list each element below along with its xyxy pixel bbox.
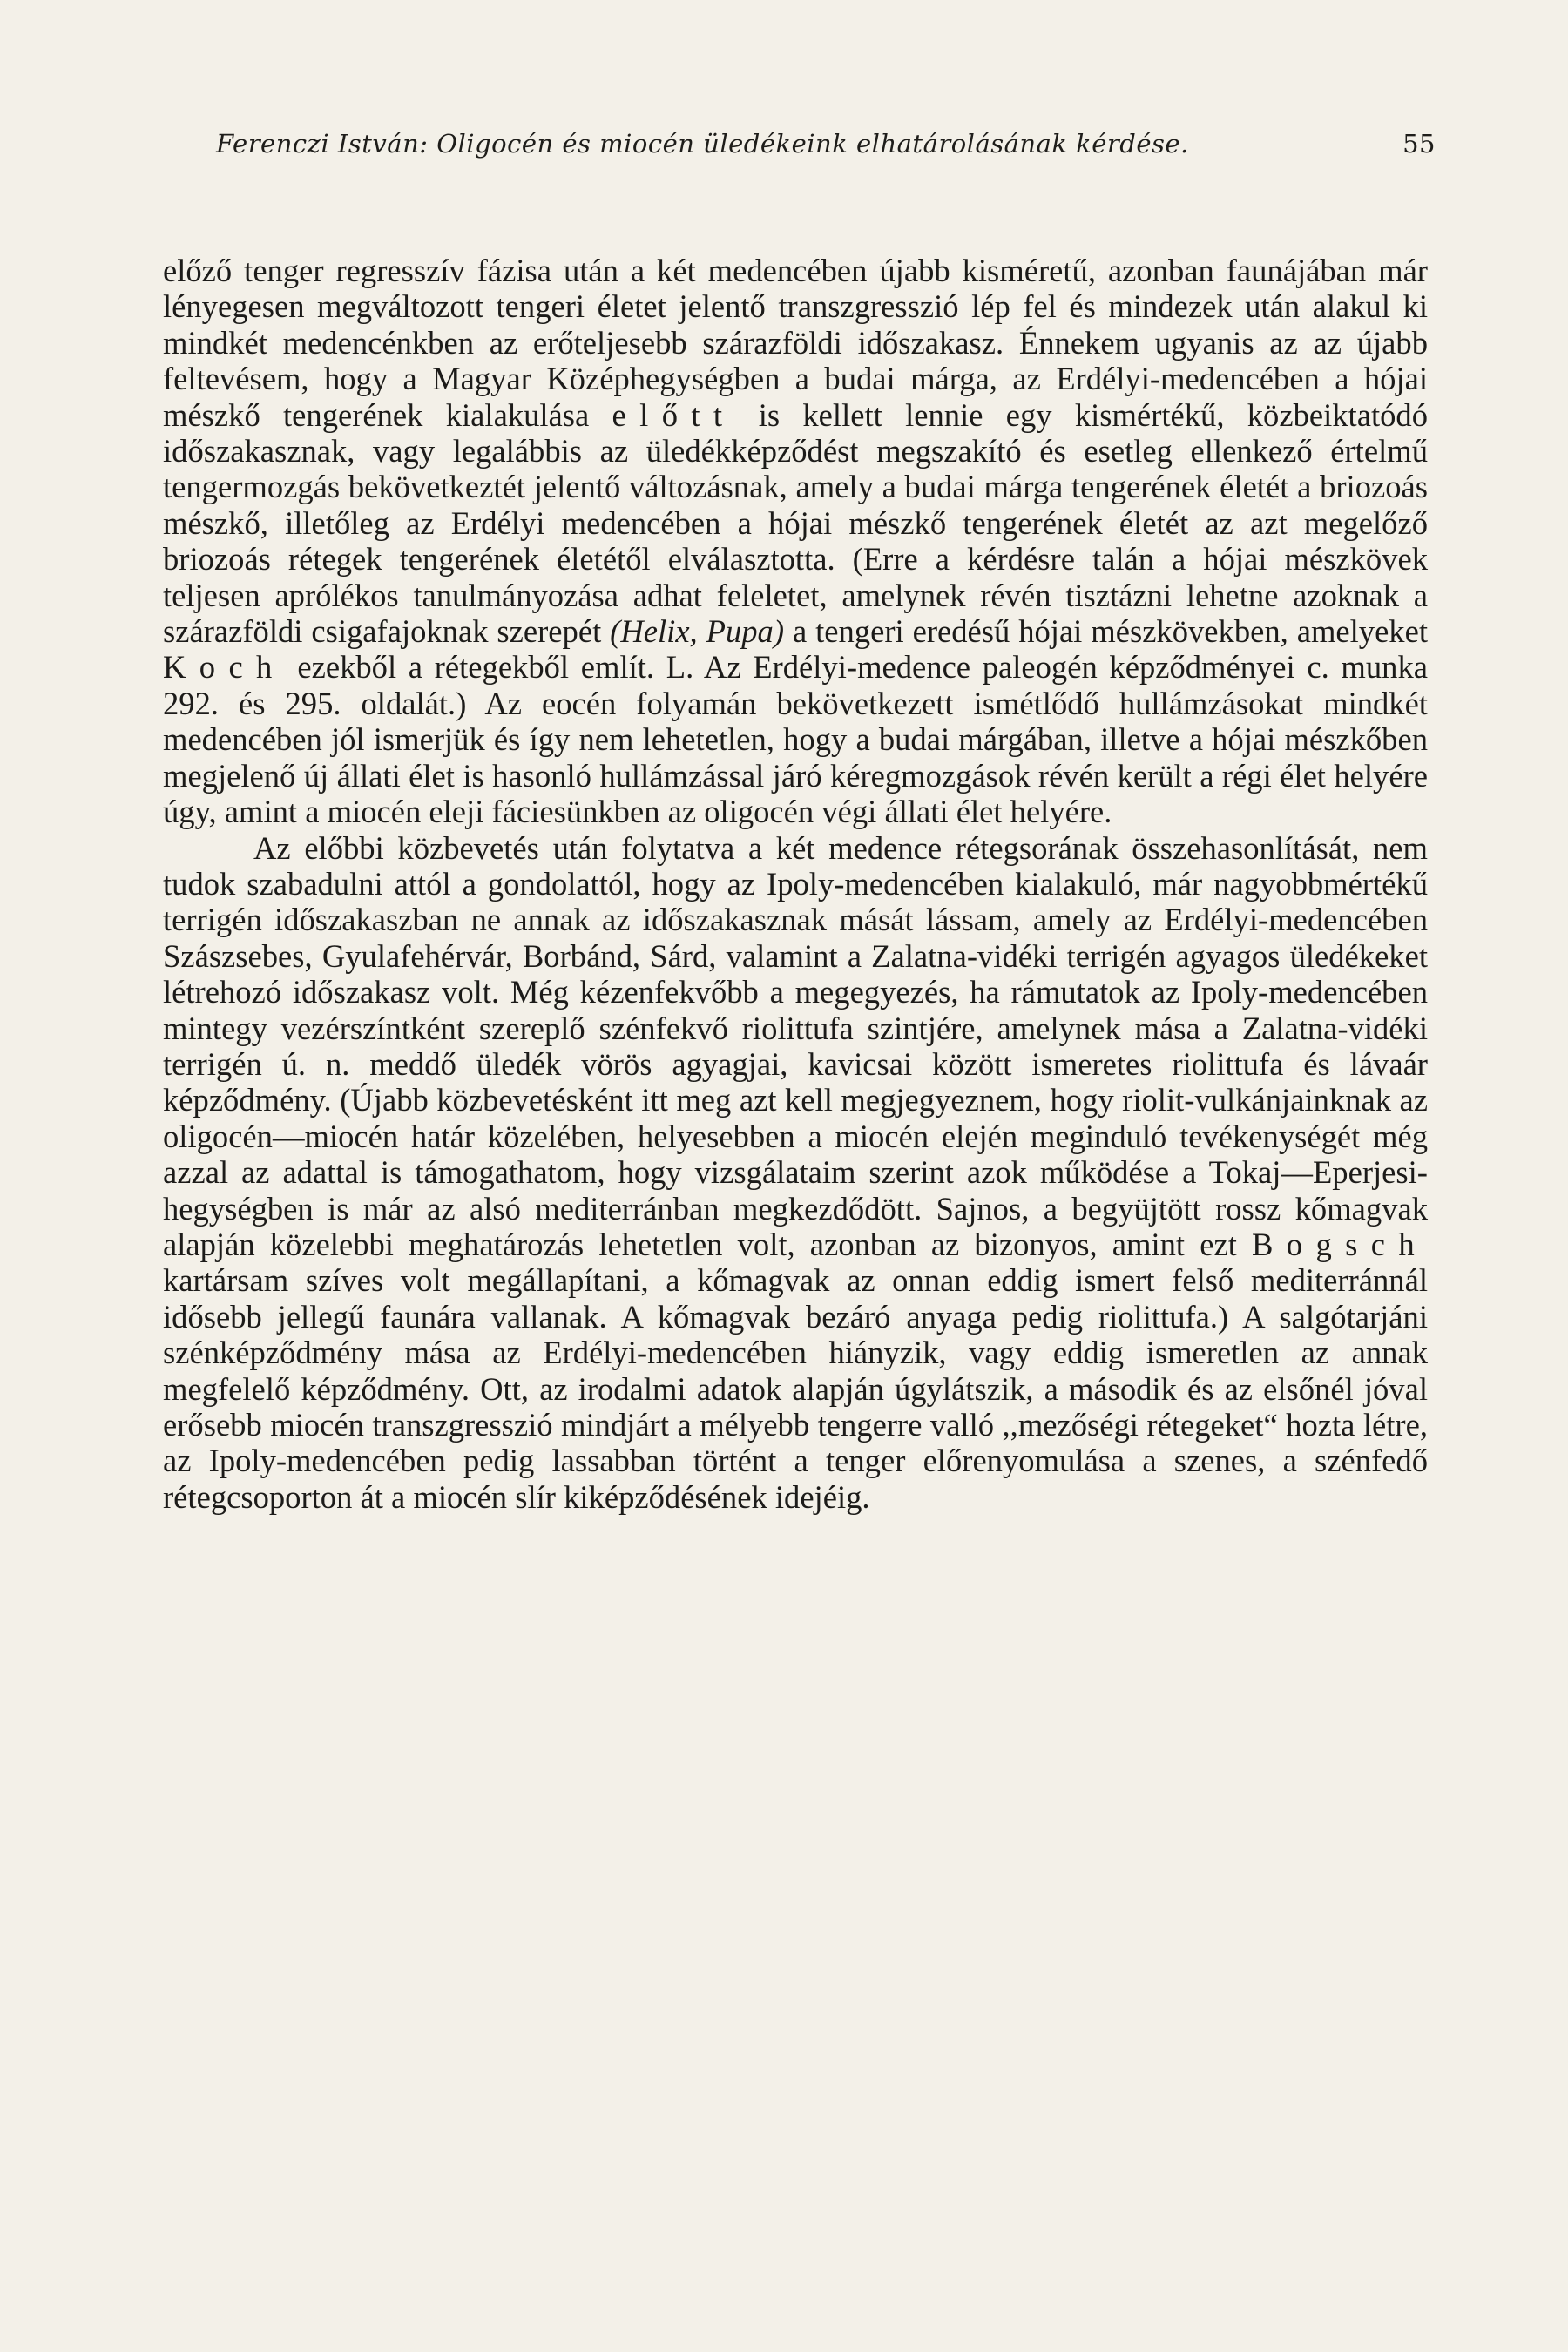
author-name-bogsch: Bogsch (1252, 1226, 1428, 1262)
paragraph-2 (163, 830, 1428, 1516)
paragraph-2-text-b: kartársam szíves volt megállapítani, a kőmagvak az onnan eddig ismert felső mediterránnál idősebb jellegű faunára vallanak. A kőmagvak bezáró anyaga pedig riolittufa.) A salgótarjáni szénképződmény mása az Erdélyi-medencében hiányzik, vagy eddig ismeretlen az annak megfelelő képződmény. Ott, az irodalmi adatok alapján úgylátszik, a második és az elsőnél jóval erősebb miocén transzgresszió mindjárt a mélyebb tengerre valló ,,mezőségi rétegeket“ hozta létre, az Ipoly-medencében pedig lassabban történt a tenger előrenyomulása a szenes, a szénfedő rétegcsoporton át a miocén slír kiképződésének idejéig. (163, 1262, 1428, 1515)
body-text (163, 253, 1428, 1515)
paragraph-1-text-c: a tengeri eredésű hójai mészkövekben, amelyeket (784, 613, 1428, 650)
species-names: (Helix, Pupa) (610, 613, 785, 650)
page-number: 55 (1402, 129, 1436, 159)
paragraph-2-text-a: Az előbbi közbevetés után folytatva a két medence rétegsorának összehasonlítását, nem tudok szabadulni attól a gondolattól, hogy az Ipoly-medencében kialakuló, már nagyobbmértékű terrigén időszakaszban ne annak az időszakasznak mását lássam, amely az Erdélyi-medencében Szászsebes, Gyulafehérvár, Borbánd, Sárd, valamint a Zalatna-vidéki terrigén agyagos üledékeket létrehozó időszakasz volt. Még kézenfekvőbb a megegyezés, ha rámutatok az Ipoly-medencében mintegy vezérszíntként szereplő szénfekvő riolittufa szintjére, amelynek mása a Zalatna-vidéki terrigén ú. n. meddő üledék vörös agyagjai, kavicsai között ismeretes riolittufa és lávaár képződmény. (Újabb közbevetésként itt meg azt kell megjegyeznem, hogy riolit-vulkánjainknak az oligocén—miocén határ közelében, helyesebben a miocén elején meginduló tevékenységét még azzal az adattal is támogathatom, hogy vizsgálataim szerint azok működése a Tokaj—Eperjesi-hegységben is már az alsó mediterránban megkezdődött. Sajnos, a begyüjtött rossz kőmagvak alapján közelebbi meghatározás lehetetlen volt, azonban az bizonyos, amint ezt (163, 829, 1428, 1262)
paragraph-1 (163, 253, 1428, 830)
running-header (216, 129, 1436, 169)
running-title: Ferenczi István: Oligocén és miocén üledékeink elhatárolásának kérdése. (216, 129, 1189, 159)
spaced-word-elott: előtt (612, 396, 736, 433)
paragraph-1-text-a: előző tenger regresszív fázisa után a két medencében újabb kisméretű, azonban faunájában már lényegesen megváltozott tengeri életet jelentő transzgresszió lép fel és mindezek után alakul ki mindkét medencénkben az erőteljesebb szárazföldi időszakasz. Énnekem ugyanis az az újabb feltevésem, hogy a Magyar Középhegységben a budai márga, az Erdélyi-medencében a hójai mészkő tengerének kialakulása (163, 253, 1428, 433)
paragraph-1-text-d: ezekből a rétegekből említ. L. Az Erdélyi-medence paleogén képződményei c. munka 292. és 295. oldalát.) Az eocén folyamán bekövetkezett ismétlődő hullámzásokat mindkét medencében jól ismerjük és így nem lehetetlen, hogy a budai márgában, illetve a hójai mészkőben megjelenő új állati élet is hasonló hullámzással járó kéregmozgások révén került a régi élet helyére úgy, amint a miocén eleji fáciesünkben az oligocén végi állati élet helyére. (163, 649, 1428, 830)
author-name-koch: Koch (163, 649, 286, 686)
paragraph-1-text-b: is kellett lennie egy kismértékű, közbeiktatódó időszakasznak, vagy legalábbis az üledékképződést megszakító és esetleg ellenkező értelmű tengermozgás bekövetkeztét jelentő változásnak, amely a budai márga tengerének életét a briozoás mészkő, illetőleg az Erdélyi medencében a hójai mészkő tengerének életét az azt megelőző briozoás rétegek tengerének életétől elválasztotta. (Erre a kérdésre talán a hójai mészkövek teljesen aprólékos tanulmányozása adhat feleletet, amelynek révén tisztázni lehetne azoknak a szárazföldi csigafajoknak szerepét (163, 396, 1428, 650)
